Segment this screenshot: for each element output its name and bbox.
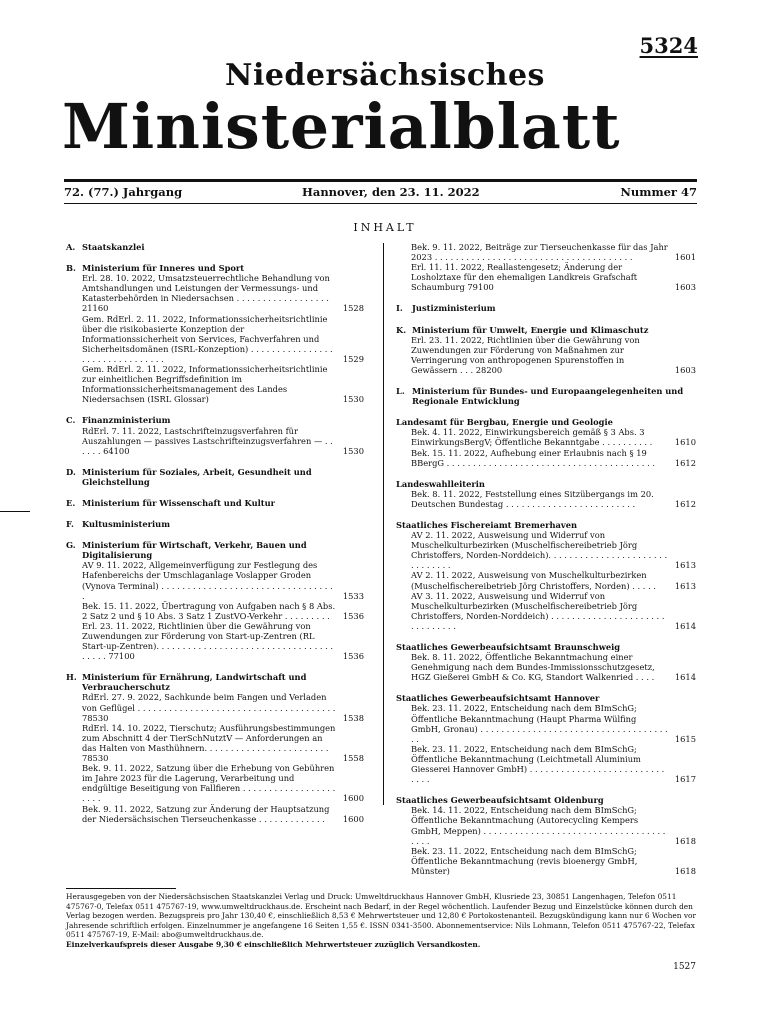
entry-text: Erl. 11. 11. 2022, Reallastengesetz; Änderung der Losholztaxe für den ehemaligen Landkreis Grafschaft Schaumburg 79100 (411, 262, 638, 293)
section-title: Finanzministerium (82, 415, 171, 426)
toc-entry (66, 273, 364, 313)
toc-entry (66, 426, 364, 456)
section-letter: A. (66, 242, 76, 252)
toc-entry (66, 692, 364, 722)
entry-page: 1530 (342, 394, 364, 405)
toc-entry (396, 703, 696, 743)
issue-page-number: 5324 (639, 33, 698, 58)
entry-page: 1536 (342, 651, 364, 662)
fold-mark (0, 511, 30, 512)
section-heading (66, 540, 364, 560)
toc-entry (396, 591, 696, 631)
entry-text: AV 2. 11. 2022, Ausweisung und Widerruf von Muschelkulturbezirken (Muschelfischereibetrieb Jörg Christoffers, Norden-Norddeich). . . . . . . . . . . . . . . . . . . . . . . . . . . . . . . (411, 530, 668, 571)
toc-entry (396, 846, 696, 876)
entry-page: 1603 (674, 364, 696, 375)
entry-page: 1610 (674, 437, 696, 448)
entry-page: 1618 (674, 835, 696, 846)
column-divider (383, 243, 384, 805)
entry-text: Bek. 9. 11. 2022, Beiträge zur Tierseuchenkasse für das Jahr 2023 . . . . . . . . . . . . . . . . . . . . . . . . . . . . . . . . . . . . . . (411, 242, 668, 263)
toc-entry (396, 530, 696, 570)
entry-text: Erl. 23. 11. 2022, Richtlinien über die Gewährung von Zuwendungen zur Förderung von Start-up-Zentren (RL Start-up-Zentren). . . . . . . . . . . . . . . . . . . . . . . . . . . . . . . . . . . . . . . 77100 (82, 620, 334, 662)
entry-text: AV 3. 11. 2022, Ausweisung und Widerruf von Muschelkulturbezirken (Muschelfischereibetrieb Jörg Christoffers, Norden-Norddeich) . . . . . . . . . . . . . . . . . . . . . . . . . . . . . . . (411, 590, 665, 631)
ort-datum: Hannover, den 23. 11. 2022 (302, 185, 480, 199)
entry-text: Bek. 14. 11. 2022, Entscheidung nach dem BImSchG; Öffentliche Bekanntmachung (Autorecycling Kempers GmbH, Meppen) . . . . . . . . . . . . . . . . . . . . . . . . . . . . . . . . . . . . . . . (411, 805, 666, 846)
section-letter: L. (396, 386, 405, 397)
section-letter: E. (66, 497, 76, 508)
section-letter: G. (66, 540, 76, 551)
entry-page: 1613 (674, 560, 696, 571)
entry-page: 1536 (342, 610, 364, 621)
section-title: Staatskanzlei (82, 242, 145, 252)
section-title: Ministerium für Inneres und Sport (82, 263, 245, 274)
inhalt-heading: INHALT (353, 221, 417, 234)
masthead-line2: Ministerialblatt (62, 90, 621, 163)
entry-text: AV 9. 11. 2022, Allgemeinverfügung zur Festlegung des Hafenbereichs der Umschlaganlage Voslapper Groden (Vynova Terminal) . . . . . . . . . . . . . . . . . . . . . . . . . . . . . . . . . . (82, 560, 333, 601)
entry-page: 1612 (674, 457, 696, 468)
entry-page: 1558 (342, 753, 364, 764)
toc-entry (396, 805, 696, 845)
entry-text: RdErl. 14. 10. 2022, Tierschutz; Ausführungsbestimmungen zum Abschnitt 4 der TierSchNutztV — Anforderungen an das Halten von Masthühnern. . . . . . . . . . . . . . . . . . . . . . . . 78530 (82, 722, 336, 764)
section-heading (396, 303, 696, 313)
toc-entry (396, 570, 696, 590)
footer-rule (66, 888, 176, 889)
entry-page: 1603 (674, 282, 696, 293)
toc-entry (396, 262, 696, 292)
authority-heading: Staatliches Gewerbeaufsichtsamt Braunschweig (396, 642, 621, 652)
entry-page: 1614 (674, 672, 696, 683)
toc-entry (66, 723, 364, 763)
entry-page: 1618 (674, 865, 696, 876)
toc-left-column (66, 242, 364, 824)
toc-right-column (396, 242, 696, 876)
entry-page: 1529 (342, 353, 364, 364)
section-title: Justizministerium (412, 303, 496, 314)
section-letter: K. (396, 324, 407, 335)
entry-text: Bek. 23. 11. 2022, Entscheidung nach dem BImSchG; Öffentliche Bekanntmachung (Haupt Pharma Wülfing GmbH, Gronau) . . . . . . . . . . . . . . . . . . . . . . . . . . . . . . . . . . . . . . (411, 703, 668, 744)
entry-text: Erl. 23. 11. 2022, Richtlinien über die Gewährung von Zuwendungen zur Förderung von Maßnahmen zur Verringerung von anthropogenen Spurenstoffen in Gewässern . . . 28200 (411, 334, 640, 375)
jahrgang: 72. (77.) Jahrgang (64, 185, 183, 199)
toc-entry (66, 804, 364, 824)
section-heading (396, 325, 696, 335)
authority-heading: Landeswahlleiterin (396, 478, 485, 489)
section-title: Ministerium für Soziales, Arbeit, Gesundheit und Gleichstellung (82, 466, 312, 487)
entry-text: Bek. 23. 11. 2022, Entscheidung nach dem BImSchG; Öffentliche Bekanntmachung (revis bioenergy GmbH, Münster) (411, 845, 638, 876)
entry-page: 1614 (674, 620, 696, 631)
entry-text: Erl. 28. 10. 2022, Umsatzsteuerrechtliche Behandlung von Amtshandlungen und Leistungen der Vermessungs- und Katasterbehörden in Niedersachsen . . . . . . . . . . . . . . . . . . 21160 (82, 273, 330, 314)
header-rule-top (64, 179, 697, 182)
entry-text: RdErl. 27. 9. 2022, Sachkunde beim Fangen und Verladen von Geflügel . . . . . . . . . . . . . . . . . . . . . . . . . . . . . . . . . . . . . . 78530 (82, 692, 336, 723)
section-title: Ministerium für Umwelt, Energie und Klimaschutz (412, 324, 649, 335)
toc-entry (66, 560, 364, 600)
toc-entry (396, 427, 696, 447)
entry-text: Bek. 8. 11. 2022, Feststellung eines Sitzübergangs im 20. Deutschen Bundestag . . . . . . . . . . . . . . . . . . . . . . . . . (411, 488, 654, 509)
entry-page: 1617 (674, 774, 696, 785)
entry-page: 1601 (674, 252, 696, 263)
section-letter: C. (66, 415, 76, 426)
section-heading (66, 263, 364, 273)
entry-page: 1600 (342, 793, 364, 804)
entry-text: Bek. 4. 11. 2022, Einwirkungsbereich gemäß § 3 Abs. 3 EinwirkungsBergV; Öffentliche Bekanntgabe . . . . . . . . . . (411, 427, 653, 448)
entry-text: Bek. 8. 11. 2022, Öffentliche Bekanntmachung einer Genehmigung nach dem Bundes-Immissionsschutzgesetz, HGZ Gießerei GmbH & Co. KG, Standort Walkenried . . . . (411, 652, 655, 683)
entry-page: 1538 (342, 712, 364, 723)
section-title: Ministerium für Wirtschaft, Verkehr, Bauen und Digitalisierung (82, 540, 307, 561)
toc-entry (396, 652, 696, 682)
section-title: Kultusministerium (82, 519, 170, 530)
section-heading (66, 242, 364, 252)
ausgabe-nummer: Nummer 47 (620, 185, 697, 199)
entry-text: Bek. 15. 11. 2022, Übertragung von Aufgaben nach § 8 Abs. 2 Satz 2 und § 10 Abs. 3 Satz 1 ZustVO-Verkehr . . . . . . . . . (82, 600, 336, 621)
entry-page: 1612 (674, 498, 696, 509)
toc-entry (396, 242, 696, 262)
header-rule-bottom (64, 203, 697, 204)
authority-heading: Staatliches Fischereiamt Bremerhaven (396, 519, 578, 530)
section-letter: I. (396, 303, 403, 314)
toc-entry (66, 763, 364, 803)
authority-heading: Staatliches Gewerbeaufsichtsamt Hannover (396, 693, 600, 704)
toc-entry (396, 335, 696, 375)
toc-entry (396, 448, 696, 468)
authority-heading: Landesamt für Bergbau, Energie und Geologie (396, 417, 613, 428)
entry-text: Bek. 9. 11. 2022, Satzung zur Änderung der Hauptsatzung der Niedersächsischen Tierseuchenkasse . . . . . . . . . . . . . (82, 803, 330, 824)
section-heading (66, 672, 364, 692)
section-title: Ministerium für Bundes- und Europaangelegenheiten und Regionale Entwicklung (412, 386, 684, 407)
entry-text: Bek. 15. 11. 2022, Aufhebung einer Erlaubnis nach § 19 BBergG . . . . . . . . . . . . . . . . . . . . . . . . . . . . . . . . . . . . . . . . (411, 447, 655, 468)
toc-entry (66, 314, 364, 364)
einzelpreis-note: Einzelverkaufspreis dieser Ausgabe 9,30 € einschließlich Mehrwertsteuer zuzüglich Versandkosten. (66, 939, 481, 949)
section-letter: H. (66, 672, 77, 683)
impressum-text: Herausgegeben von der Niedersächsischen Staatskanzlei Verlag und Druck: Umweltdruckhaus Hannover GmbH, Klusriede 23, 30851 Langenhagen, Telefon 0511 475767-0, Telefax 0511 475767-19, www.umweltdruckhaus.de. Erscheint nach Bedarf, in der Regel wöchentlich. Laufender Bezug und Einzelstücke können durch den Verlag bezogen werden. Bezugspreis pro Jahr 130,40 €, einschließlich 8,53 € Mehrwertsteuer und 12,80 € Portokostenanteil. Bezugskündigung kann nur 6 Wochen vor Jahresende schriftlich erfolgen. Einzelnummer je angefangene 16 Seiten 1,55 €. ISSN 0341-3500. Abonnementservice: Nils Lohmann, Telefon 0511 475767-22, Telefax 0511 475767-19, E-Mail: abo@umweltdruckhaus.de. (66, 892, 697, 940)
page-number: 1527 (673, 962, 696, 972)
entry-page: 1600 (342, 813, 364, 824)
entry-page: 1530 (342, 445, 364, 456)
masthead-line1: Niedersächsisches (225, 58, 545, 93)
section-heading (66, 415, 364, 425)
toc-entry (66, 364, 364, 404)
entry-page: 1533 (342, 590, 364, 601)
section-title: Ministerium für Ernährung, Landwirtschaft und Verbraucherschutz (82, 672, 307, 693)
section-letter: B. (66, 263, 76, 274)
section-heading (66, 467, 364, 487)
section-letter: D. (66, 466, 76, 477)
entry-text: AV 2. 11. 2022, Ausweisung von Muschelkulturbezirken (Muschelfischereibetrieb Jörg Christoffers, Norden) . . . . . (411, 570, 656, 591)
impressum (66, 892, 698, 950)
section-heading (66, 519, 364, 529)
toc-entry (66, 601, 364, 621)
authority-heading: Staatliches Gewerbeaufsichtsamt Oldenburg (396, 795, 604, 806)
section-heading (66, 498, 364, 508)
entry-page: 1615 (674, 733, 696, 744)
entry-page: 1613 (674, 580, 696, 591)
entry-text: RdErl. 7. 11. 2022, Lastschrifteinzugsverfahren für Auszahlungen — passives Lastschrifteinzugsverfahren — . . . . . . 64100 (82, 425, 333, 456)
toc-entry (396, 744, 696, 784)
section-letter: F. (66, 519, 74, 530)
entry-page: 1528 (342, 303, 364, 314)
section-heading (396, 386, 696, 406)
section-title: Ministerium für Wissenschaft und Kultur (82, 497, 275, 508)
toc-entry (66, 621, 364, 661)
entry-text: Gem. RdErl. 2. 11. 2022, Informationssicherheitsrichtlinie über die risikobasierte Konzeption der Informationssicherheit von Services, Fachverfahren und Sicherheitsdomänen (ISRL-Konzeption) . . . . . . . . . . . . . . . . . . . . . . . . . . . . . . . . (82, 313, 333, 364)
entry-text: Bek. 9. 11. 2022, Satzung über die Erhebung von Gebühren im Jahre 2023 für die Lagerung, Verarbeitung und endgültige Beseitigung von Fallfieren . . . . . . . . . . . . . . . . . . . . . . (82, 763, 336, 804)
toc-entry (396, 489, 696, 509)
entry-text: Gem. RdErl. 2. 11. 2022, Informationssicherheitsrichtlinie zur einheitlichen Begriffsdefinition im Informationssicherheitsmanagement des Landes Niedersachsen (ISRL Glossar) (82, 364, 328, 405)
entry-text: Bek. 23. 11. 2022, Entscheidung nach dem BImSchG; Öffentliche Bekanntmachung (Leichtmetall Aluminium Giesserei Hannover GmbH) . . . . . . . . . . . . . . . . . . . . . . . . . . . . . . (411, 743, 665, 785)
